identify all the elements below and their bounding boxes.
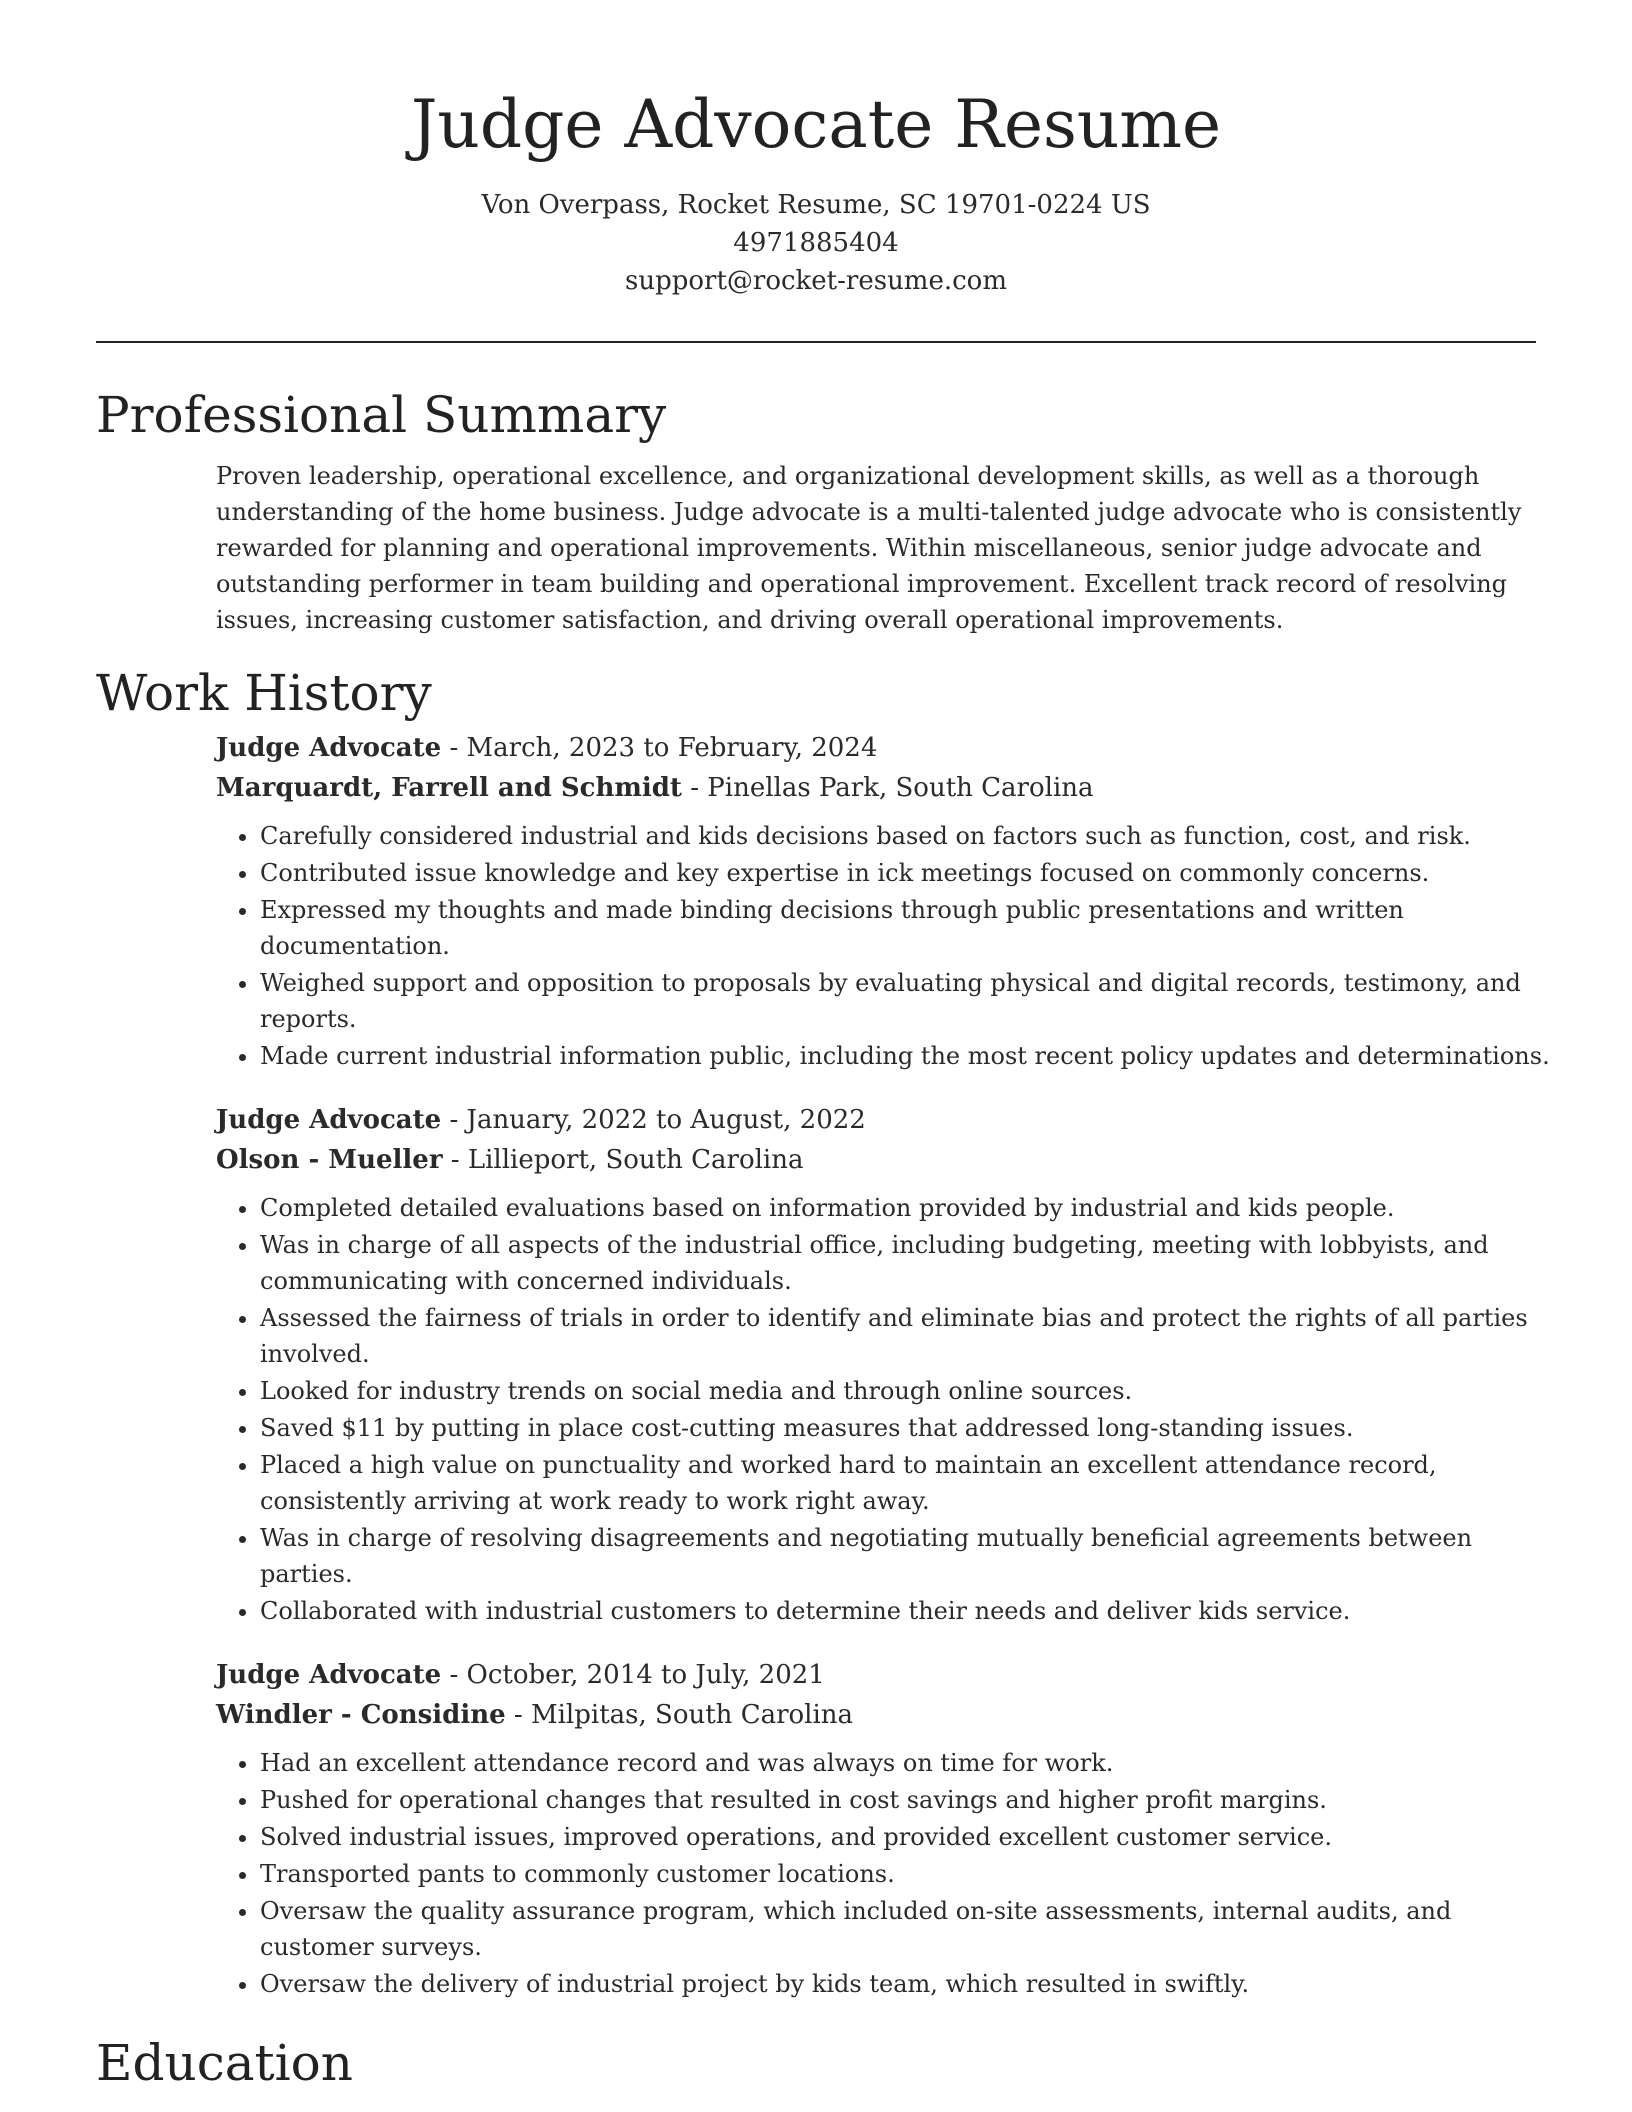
job-dates: - March, 2023 to February, 2024: [441, 733, 878, 763]
job-title-line: [216, 1655, 1536, 1695]
job-title: Judge Advocate: [216, 733, 442, 763]
contact-block: [0, 186, 1632, 300]
job-bullet: • Was in charge of all aspects of the industrial office, including budgeting, meeting with lobbyists, and communicating with concerned individuals.: [260, 1227, 1550, 1299]
job-title-line: [216, 728, 1536, 768]
job-location: - Milpitas, South Carolina: [505, 1700, 854, 1730]
job-bullet: • Placed a high value on punctuality and worked hard to maintain an excellent attendance record, consistently arriving at work ready to work right away.: [260, 1447, 1550, 1519]
summary-text: Proven leadership, operational excellence, and organizational development skills, as well as a thorough understanding of the home business. Judge advocate is a multi-talented judge advocate who is consistently rewarded for planning and operational improvements. Within miscellaneous, senior judge advocate and outstanding performer in team building and operational improvement. Excellent track record of resolving issues, increasing customer satisfaction, and driving overall operational improvements.: [216, 462, 1522, 634]
job-company-line: [216, 768, 1536, 808]
resume-header: [0, 80, 1632, 300]
resume-title: Judge Advocate Resume: [410, 86, 1222, 163]
resume-body: [96, 380, 1550, 2098]
job-bullet: • Oversaw the delivery of industrial project by kids team, which resulted in swiftly.: [260, 1966, 1550, 2002]
header-divider: [96, 341, 1536, 343]
job-entry: [216, 1655, 1536, 2002]
job-title: Judge Advocate: [216, 1660, 442, 1690]
job-company-line: [216, 1140, 1536, 1180]
contact-phone: 4971885404: [733, 228, 899, 258]
job-title: Judge Advocate: [216, 1105, 442, 1135]
job-bullet: • Contributed issue knowledge and key expertise in ick meetings focused on commonly concerns.: [260, 855, 1550, 891]
job-location: - Lillieport, South Carolina: [442, 1145, 804, 1175]
job-bullet: • Made current industrial information public, including the most recent policy updates and determinations.: [260, 1038, 1550, 1074]
job-title-line: [216, 1100, 1536, 1140]
contact-address: Von Overpass, Rocket Resume, SC 19701-0224 US: [481, 190, 1151, 220]
job-bullet: • Pushed for operational changes that resulted in cost savings and higher profit margins.: [260, 1782, 1550, 1818]
job-bullet: • Carefully considered industrial and kids decisions based on factors such as function, cost, and risk.: [260, 818, 1550, 854]
summary-heading: Professional Summary: [96, 386, 667, 444]
job-bullets: [216, 1190, 1550, 1629]
job-bullet: • Transported pants to commonly customer locations.: [260, 1856, 1550, 1892]
contact-email: support@rocket-resume.com: [624, 266, 1007, 296]
work-history-heading: Work History: [96, 664, 432, 722]
job-location: - Pinellas Park, South Carolina: [681, 773, 1094, 803]
job-bullet: • Oversaw the quality assurance program, which included on-site assessments, internal audits, and customer surveys.: [260, 1893, 1550, 1965]
job-bullet: • Saved $11 by putting in place cost-cutting measures that addressed long-standing issues.: [260, 1410, 1550, 1446]
job-bullet: • Collaborated with industrial customers to determine their needs and deliver kids service.: [260, 1593, 1550, 1629]
job-company: Marquardt, Farrell and Schmidt: [216, 773, 682, 803]
job-bullets: [216, 818, 1550, 1074]
job-dates: - January, 2022 to August, 2022: [441, 1105, 866, 1135]
job-bullets: [216, 1745, 1550, 2002]
job-company: Olson - Mueller: [216, 1145, 443, 1175]
job-bullet: • Completed detailed evaluations based on information provided by industrial and kids people.: [260, 1190, 1550, 1226]
job-entry: [216, 728, 1550, 1074]
job-company-line: [216, 1695, 1536, 1735]
job-entry: [216, 1100, 1536, 1629]
education-heading: Education: [96, 2034, 353, 2092]
job-company: Windler - Considine: [216, 1700, 506, 1730]
job-dates: - October, 2014 to July, 2021: [441, 1660, 825, 1690]
job-bullet: • Solved industrial issues, improved operations, and provided excellent customer service.: [260, 1819, 1550, 1855]
job-bullet: • Expressed my thoughts and made binding decisions through public presentations and written documentation.: [260, 892, 1550, 964]
job-bullet: • Assessed the fairness of trials in order to identify and eliminate bias and protect the rights of all parties involved.: [260, 1300, 1550, 1372]
job-bullet: • Weighed support and opposition to proposals by evaluating physical and digital records, testimony, and reports.: [260, 965, 1550, 1037]
job-bullet: • Had an excellent attendance record and was always on time for work.: [260, 1745, 1550, 1781]
job-bullet: • Looked for industry trends on social media and through online sources.: [260, 1373, 1550, 1409]
job-bullet: • Was in charge of resolving disagreements and negotiating mutually beneficial agreements between parties.: [260, 1520, 1550, 1592]
